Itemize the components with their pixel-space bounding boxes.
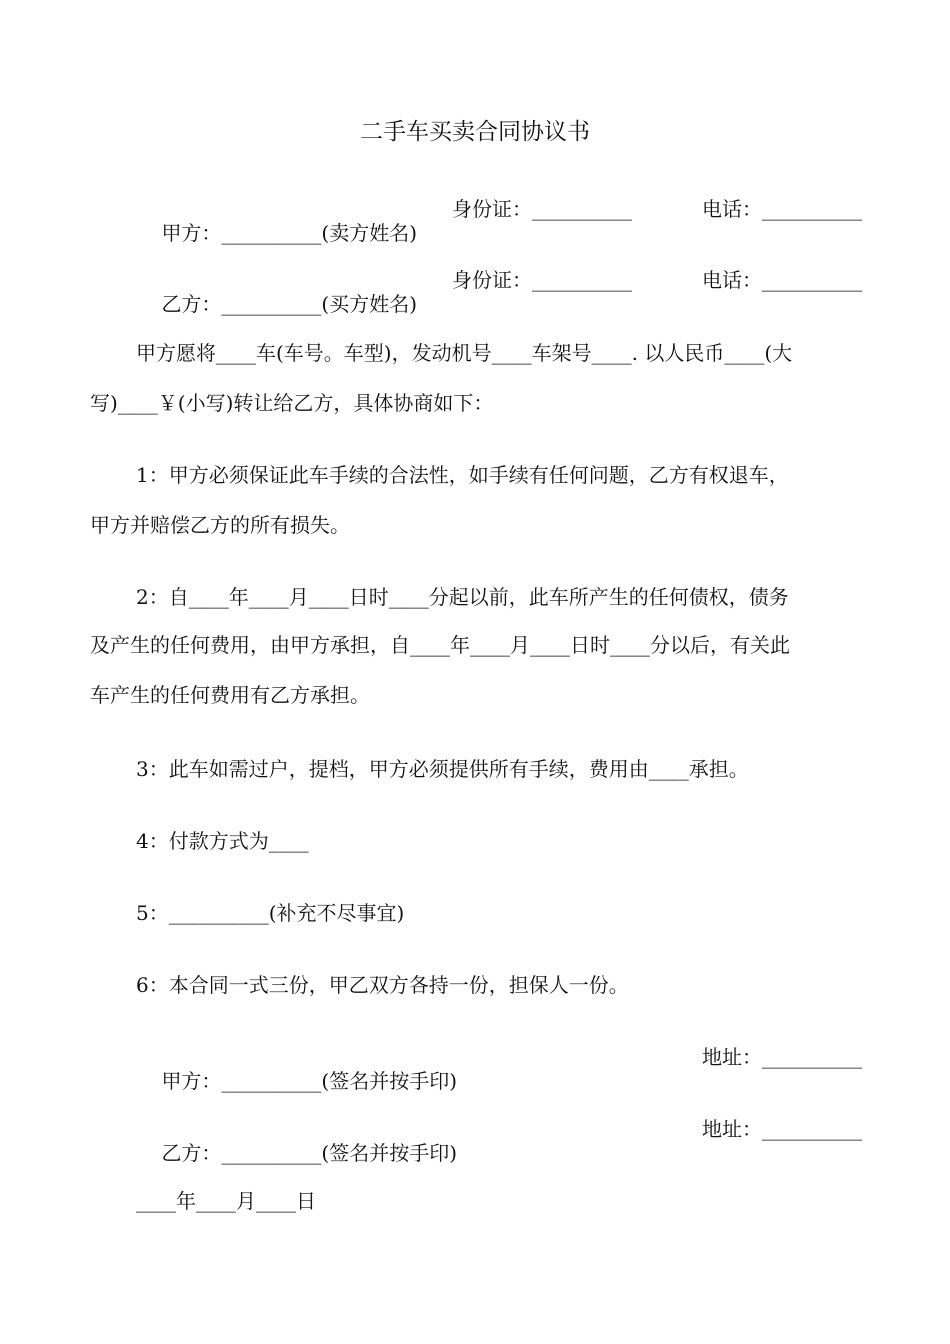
party-a-name: 甲方：__________(卖方姓名) xyxy=(161,221,418,245)
clause-5: 5：__________(补充不尽事宜) xyxy=(136,901,405,925)
intro-line-2: 写)____￥(小写)转让给乙方，具体协商如下： xyxy=(90,391,494,415)
party-b-address: 地址：__________ xyxy=(702,1117,862,1141)
clause-1-line-2: 甲方并赔偿乙方的所有损失。 xyxy=(90,513,350,537)
party-a-id-card: 身份证：__________ xyxy=(452,197,632,221)
party-b-phone: 电话：__________ xyxy=(702,268,862,292)
party-b-info-row xyxy=(136,268,862,388)
clause-2-line-3: 车产生的任何费用有乙方承担。 xyxy=(90,683,370,707)
contract-date: ____年____月____日 xyxy=(136,1189,316,1213)
clause-1-line-1: 1：甲方必须保证此车手续的合法性，如手续有任何问题，乙方有权退车， xyxy=(136,463,789,487)
party-a-address: 地址：__________ xyxy=(702,1045,862,1069)
clause-6: 6：本合同一式三份，甲乙双方各持一份，担保人一份。 xyxy=(136,973,629,997)
intro-line-1: 甲方愿将____车(车号。车型)，发动机号____车架号____. 以人民币____(大 xyxy=(136,341,793,365)
clause-4: 4：付款方式为____ xyxy=(136,829,309,853)
party-a-phone: 电话：__________ xyxy=(702,197,862,221)
party-b-name: 乙方：__________(买方姓名) xyxy=(161,292,418,316)
party-b-id-card: 身份证：__________ xyxy=(452,268,632,292)
clause-3: 3：此车如需过户，提档，甲方必须提供所有手续，费用由____承担。 xyxy=(136,757,749,781)
document-title: 二手车买卖合同协议书 xyxy=(360,119,590,145)
clause-2-line-1: 2：自____年____月____日时____分起以前，此车所产生的任何债权，债务 xyxy=(136,585,789,609)
clause-2-line-2: 及产生的任何费用，由甲方承担，自____年____月____日时____分以后，有关此 xyxy=(90,633,790,657)
party-b-signature: 乙方：__________(签名并按手印) xyxy=(161,1141,458,1165)
party-a-signature: 甲方：__________(签名并按手印) xyxy=(161,1069,458,1093)
